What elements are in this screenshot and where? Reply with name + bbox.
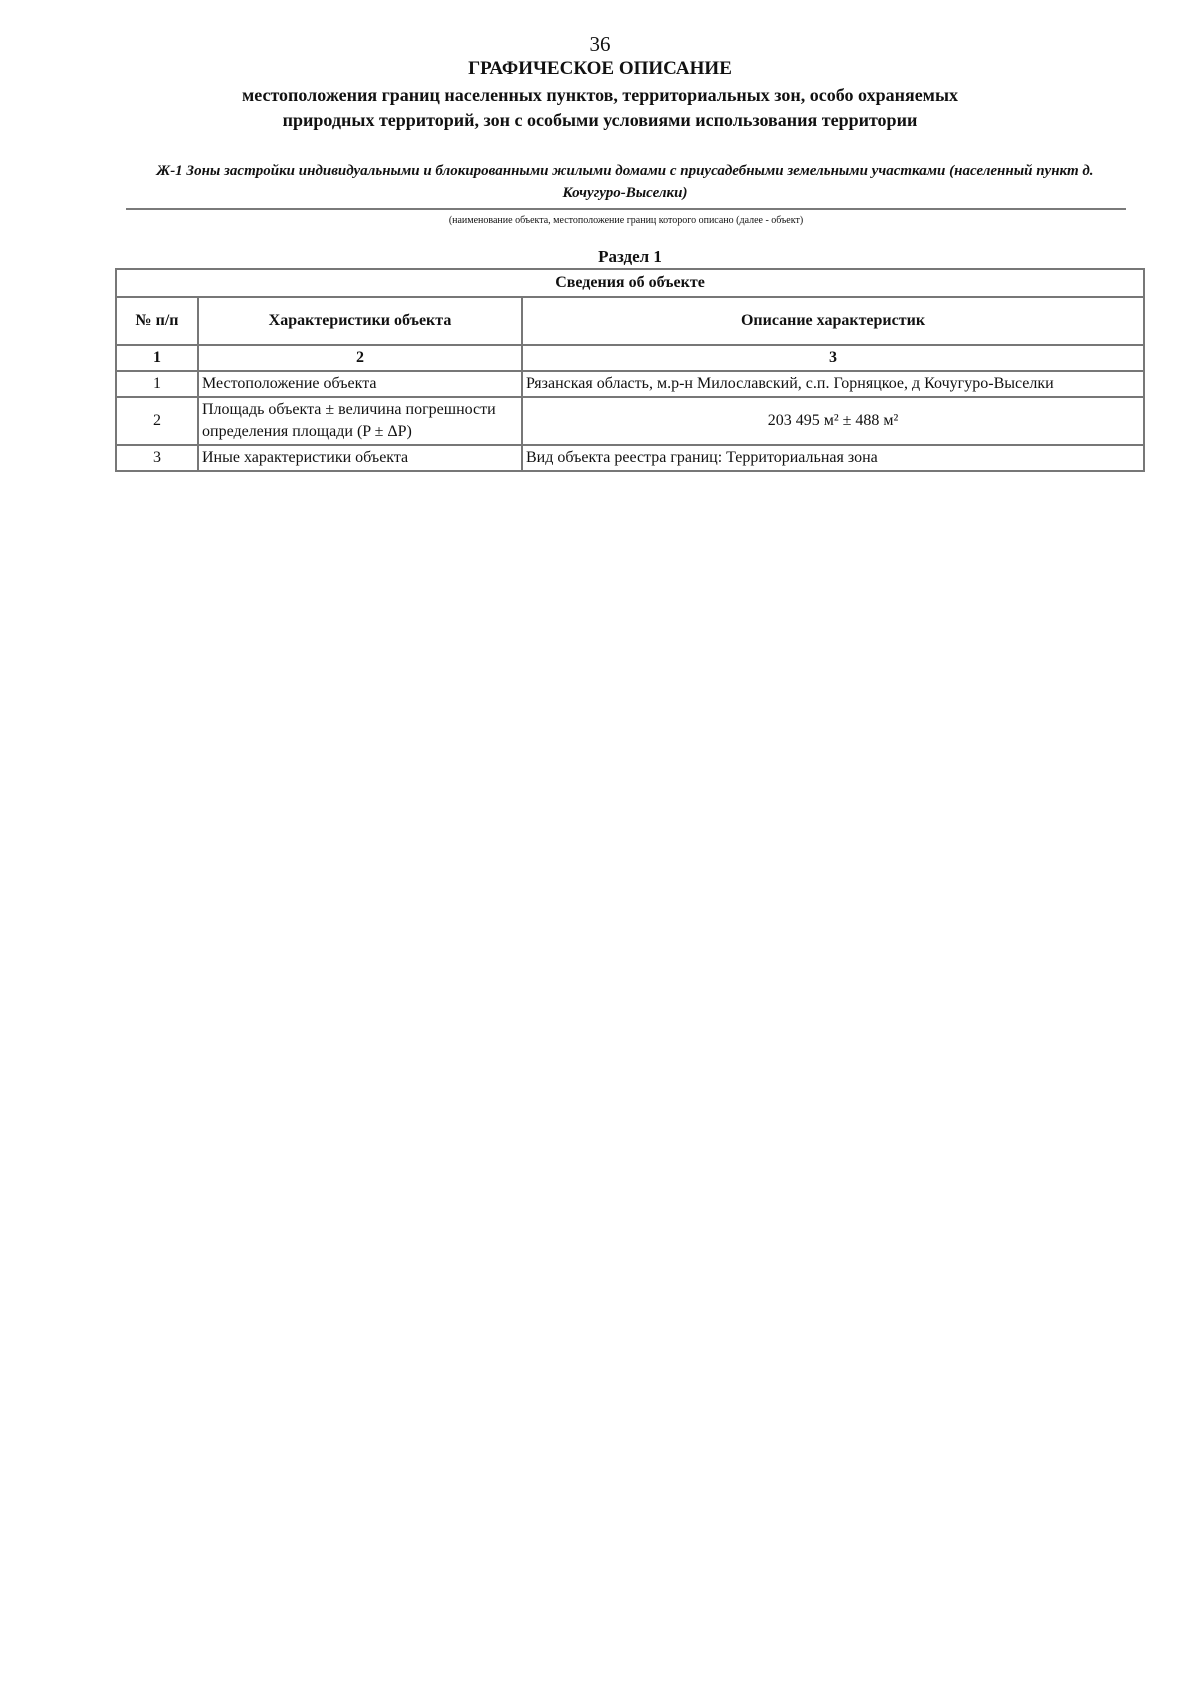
table-index-row	[116, 345, 1144, 371]
header-characteristic: Характеристики объекта	[198, 297, 522, 345]
row-number: 2	[116, 397, 198, 445]
column-index: 2	[198, 345, 522, 371]
header-description: Описание характеристик	[522, 297, 1144, 345]
table-caption: Сведения об объекте	[116, 269, 1144, 297]
object-name-underline	[126, 208, 1126, 210]
row-description: Рязанская область, м.р-н Милославский, с.п. Горняцкое, д Кочугуро-Выселки	[522, 371, 1144, 397]
row-characteristic: Иные характеристики объекта	[198, 445, 522, 471]
row-number: 3	[116, 445, 198, 471]
header-number: № п/п	[116, 297, 198, 345]
page-number: 36	[589, 32, 611, 56]
document-title: ГРАФИЧЕСКОЕ ОПИСАНИЕ	[468, 58, 732, 79]
row-characteristic: Площадь объекта ± величина погрешности определения площади (P ± ΔP)	[198, 397, 522, 445]
table-row	[116, 371, 1144, 397]
table-row	[116, 445, 1144, 471]
column-index: 1	[116, 345, 198, 371]
object-name: Ж-1 Зоны застройки индивидуальными и блокированными жилыми домами с приусадебными земельными участками (населенный пункт д. Кочугуро-Выселки)	[156, 163, 1094, 201]
column-index: 3	[522, 345, 1144, 371]
row-description: Вид объекта реестра границ: Территориальная зона	[522, 445, 1144, 471]
table-caption-row	[116, 269, 1144, 297]
section-title: Раздел 1	[598, 247, 662, 266]
document-subtitle: местоположения границ населенных пунктов, территориальных зон, особо охраняемых природных территорий, зон с особыми условиями использования территории	[241, 85, 958, 130]
row-description: 203 495 м² ± 488 м²	[522, 397, 1144, 445]
object-info-table	[115, 268, 1145, 472]
table-row	[116, 397, 1144, 445]
object-name-caption: (наименование объекта, местоположение границ которого описано (далее - объект)	[448, 215, 804, 226]
row-characteristic: Местоположение объекта	[198, 371, 522, 397]
row-number: 1	[116, 371, 198, 397]
table-header-row	[116, 297, 1144, 345]
